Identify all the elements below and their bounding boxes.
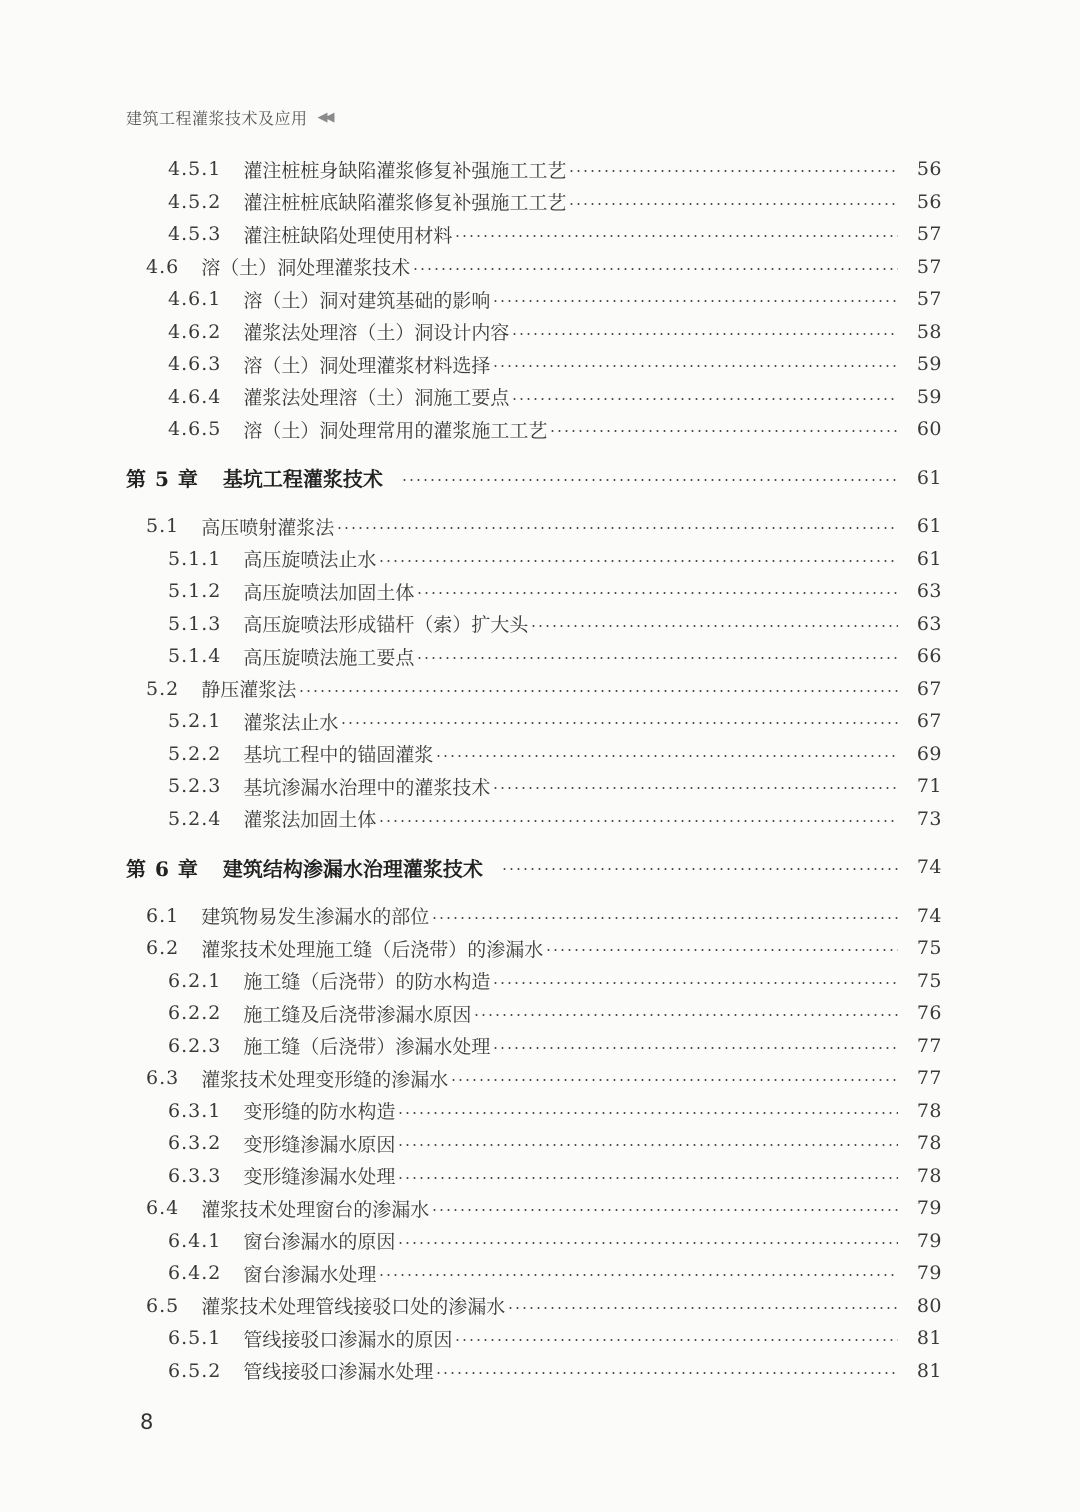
toc-entry-number: 5.2.3 (168, 775, 222, 797)
toc-entry-title: 溶（土）洞处理常用的灌浆施工工艺 (243, 419, 548, 442)
dot-leader (431, 1209, 898, 1211)
toc-entry-number: 6.1 (146, 904, 180, 927)
toc-entry-number: 6.2.2 (168, 1002, 222, 1024)
dot-leader (492, 365, 898, 367)
toc-entry[interactable] (0, 348, 1080, 380)
toc-entry-number: 5.1.3 (168, 612, 222, 635)
toc-entry-page: 59 (916, 385, 942, 408)
toc-entry-number: 6.5 (146, 1294, 180, 1317)
toc-entry-number: 5.1.4 (168, 645, 222, 667)
toc-entry[interactable] (0, 640, 1080, 672)
toc-entry[interactable] (0, 283, 1080, 315)
toc-entry-title: 变形缝渗漏水原因 (243, 1133, 396, 1156)
toc-entry-title: 高压旋喷法施工要点 (243, 646, 415, 669)
toc-entry-page: 74 (916, 904, 942, 927)
page-number: 8 (140, 1410, 154, 1434)
toc-entry-page: 57 (916, 288, 942, 310)
toc-entry-title: 灌浆法处理溶（土）洞设计内容 (243, 322, 510, 344)
toc-entry[interactable] (0, 803, 1080, 835)
toc-entry[interactable] (0, 543, 1080, 575)
toc-entry[interactable] (0, 218, 1080, 250)
toc-entry-title: 建筑物易发生渗漏水的部位 (201, 906, 430, 928)
dot-leader (435, 1372, 898, 1374)
dot-leader (336, 527, 898, 529)
dot-leader (431, 917, 898, 919)
toc-entry-title: 基坑工程灌浆技术 (222, 467, 383, 491)
toc-entry[interactable] (0, 381, 1080, 413)
toc-entry-page: 63 (916, 580, 942, 602)
toc-entry-title: 灌浆技术处理窗台的渗漏水 (201, 1198, 430, 1221)
dot-leader (397, 1177, 898, 1179)
toc-entry-page: 58 (916, 320, 942, 343)
toc-entry[interactable] (0, 1030, 1080, 1062)
toc-chapter-entry[interactable] (0, 851, 1080, 883)
toc-entry-page: 81 (916, 1327, 942, 1349)
toc-entry[interactable] (0, 705, 1080, 737)
toc-entry-number: 6.3.1 (168, 1099, 222, 1122)
toc-entry-number: 6.5.1 (168, 1327, 222, 1349)
toc-entry-title: 溶（土）洞处理灌浆材料选择 (243, 354, 491, 377)
toc-entry-number: 6.2 (146, 937, 180, 959)
toc-entry-title: 高压旋喷法形成锚杆（索）扩大头 (243, 614, 529, 636)
dot-leader (298, 690, 898, 692)
dot-leader (568, 170, 898, 172)
toc-entry-page: 75 (916, 969, 942, 992)
toc-entry-number: 6.4 (146, 1197, 180, 1219)
toc-entry-number: 第 6 章 (126, 856, 199, 881)
dot-leader (530, 625, 898, 627)
toc-entry-page: 81 (916, 1359, 942, 1382)
toc-entry[interactable] (0, 1062, 1080, 1094)
toc-entry[interactable] (0, 770, 1080, 802)
dot-leader (492, 982, 898, 984)
toc-entry[interactable] (0, 673, 1080, 705)
toc-entry-title: 高压旋喷法止水 (243, 549, 377, 571)
toc-entry[interactable] (0, 738, 1080, 770)
toc-entry-page: 74 (916, 856, 942, 878)
toc-entry[interactable] (0, 932, 1080, 964)
toc-entry-page: 73 (916, 807, 942, 830)
toc-entry[interactable] (0, 186, 1080, 218)
toc-entry[interactable] (0, 575, 1080, 607)
toc-entry-title: 窗台渗漏水的原因 (243, 1231, 396, 1253)
toc-entry[interactable] (0, 1160, 1080, 1192)
toc-entry[interactable] (0, 1095, 1080, 1127)
toc-entry-title: 灌注桩缺陷处理使用材料 (243, 224, 453, 247)
toc-entry-title: 施工缝（后浇带）渗漏水处理 (243, 1036, 491, 1058)
toc-entry-title: 灌浆技术处理变形缝的渗漏水 (201, 1068, 449, 1091)
toc-entry-page: 60 (916, 418, 942, 440)
dot-leader (501, 868, 898, 870)
dot-leader (340, 722, 898, 724)
toc-entry-title: 灌浆法处理溶（土）洞施工要点 (243, 387, 510, 409)
dot-leader (450, 1079, 898, 1081)
toc-entry-page: 78 (916, 1099, 942, 1122)
dot-leader (416, 592, 898, 594)
toc-entry-number: 5.2.2 (168, 742, 222, 765)
dot-leader (397, 1242, 898, 1244)
dot-leader (545, 949, 898, 951)
toc-entry[interactable] (0, 510, 1080, 542)
toc-entry-title: 变形缝的防水构造 (243, 1101, 396, 1123)
toc-entry-page: 78 (916, 1164, 942, 1187)
toc-entry[interactable] (0, 153, 1080, 185)
running-head (126, 106, 332, 129)
toc-entry-title: 管线接驳口渗漏水的原因 (243, 1328, 453, 1351)
toc-entry-number: 6.2.3 (168, 1034, 222, 1057)
toc-entry-number: 4.6 (146, 255, 180, 278)
toc-entry-page: 67 (916, 677, 942, 700)
toc-entry-title: 灌注桩桩身缺陷灌浆修复补强施工工艺 (243, 159, 567, 182)
dot-leader (416, 657, 898, 659)
toc-entry-title: 管线接驳口渗漏水处理 (243, 1361, 434, 1383)
book-title: 建筑工程灌浆技术及应用 (126, 109, 308, 128)
toc-entry-number: 6.3.3 (168, 1164, 222, 1187)
toc-entry-number: 5.2.1 (168, 710, 222, 732)
toc-entry[interactable] (0, 608, 1080, 640)
dot-leader (492, 300, 898, 302)
toc-entry[interactable] (0, 1257, 1080, 1289)
toc-entry-title: 灌浆技术处理施工缝（后浇带）的渗漏水 (201, 938, 544, 961)
dot-leader (549, 430, 898, 432)
toc-entry-page: 61 (916, 547, 942, 570)
toc-entry-number: 6.4.1 (168, 1229, 222, 1252)
toc-entry-page: 77 (916, 1067, 942, 1089)
toc-entry-page: 79 (916, 1262, 942, 1284)
toc-entry[interactable] (0, 900, 1080, 932)
dot-leader (397, 1112, 898, 1114)
toc-entry-page: 79 (916, 1229, 942, 1252)
dot-leader (492, 787, 898, 789)
toc-entry-title: 窗台渗漏水处理 (243, 1263, 377, 1286)
toc-entry-number: 4.6.4 (168, 385, 222, 408)
dot-leader (507, 1307, 898, 1309)
toc-entry-page: 80 (916, 1294, 942, 1317)
toc-entry-number: 4.5.1 (168, 158, 222, 180)
toc-entry-page: 76 (916, 1002, 942, 1024)
toc-entry[interactable] (0, 965, 1080, 997)
dot-leader (454, 235, 898, 237)
toc-entry-title: 溶（土）洞处理灌浆技术 (201, 257, 411, 279)
toc-entry[interactable] (0, 251, 1080, 283)
toc-entry-title: 施工缝及后浇带渗漏水原因 (243, 1003, 472, 1026)
toc-entry-title: 灌注桩桩底缺陷灌浆修复补强施工工艺 (243, 192, 567, 214)
dot-leader (511, 398, 898, 400)
toc-entry-page: 56 (916, 190, 942, 213)
toc-entry-page: 66 (916, 645, 942, 667)
toc-entry-title: 建筑结构渗漏水治理灌浆技术 (222, 856, 483, 881)
toc-entry-page: 71 (916, 775, 942, 797)
toc-entry-number: 5.2 (146, 677, 180, 700)
toc-entry-number: 6.2.1 (168, 969, 222, 992)
toc-entry-page: 59 (916, 353, 942, 375)
toc-entry-title: 高压旋喷法加固土体 (243, 581, 415, 604)
toc-entry-number: 6.3 (146, 1067, 180, 1089)
toc-chapter-entry[interactable] (0, 462, 1080, 494)
toc-entry-page: 77 (916, 1034, 942, 1057)
dot-leader (473, 1014, 898, 1016)
dot-leader (412, 268, 898, 270)
toc-entry-title: 溶（土）洞对建筑基础的影响 (243, 289, 491, 312)
toc-entry-number: 5.2.4 (168, 807, 222, 830)
toc-entry-title: 基坑工程中的锚固灌浆 (243, 744, 434, 766)
toc-entry-page: 69 (916, 742, 942, 765)
toc-entry-page: 57 (916, 223, 942, 245)
dot-leader (378, 560, 898, 562)
toc-entry[interactable] (0, 1225, 1080, 1257)
toc-entry-page: 79 (916, 1197, 942, 1219)
toc-entry[interactable] (0, 1290, 1080, 1322)
toc-entry-number: 第 5 章 (126, 467, 199, 491)
toc-entry-number: 4.5.3 (168, 223, 222, 245)
dot-leader (511, 333, 898, 335)
toc-entry[interactable] (0, 316, 1080, 348)
toc-entry[interactable] (0, 413, 1080, 445)
double-arrow-left-icon: ◀◀ (317, 110, 332, 125)
toc-entry-title: 施工缝（后浇带）的防水构造 (243, 971, 491, 993)
toc-entry[interactable] (0, 1192, 1080, 1224)
toc-entry-title: 高压喷射灌浆法 (201, 516, 335, 539)
toc-entry-number: 5.1 (146, 515, 180, 537)
dot-leader (378, 1274, 898, 1276)
toc-entry-page: 67 (916, 710, 942, 732)
toc-entry[interactable] (0, 1127, 1080, 1159)
toc-entry[interactable] (0, 1355, 1080, 1387)
toc-entry-number: 4.6.3 (168, 353, 222, 375)
toc-entry-number: 4.6.2 (168, 320, 222, 343)
dot-leader (397, 1144, 898, 1146)
dot-leader (492, 1047, 898, 1049)
toc-entry-title: 灌浆技术处理管线接驳口处的渗漏水 (201, 1296, 506, 1318)
toc-entry-page: 78 (916, 1132, 942, 1154)
toc-entry-title: 灌浆法加固土体 (243, 809, 377, 831)
toc-entry-page: 56 (916, 158, 942, 180)
dot-leader (568, 203, 898, 205)
dot-leader (401, 479, 898, 481)
dot-leader (378, 820, 898, 822)
toc-entry-number: 4.6.1 (168, 288, 222, 310)
toc-entry-number: 6.5.2 (168, 1359, 222, 1382)
toc-entry-number: 4.5.2 (168, 190, 222, 213)
toc-entry-title: 基坑渗漏水治理中的灌浆技术 (243, 776, 491, 799)
toc-entry[interactable] (0, 1322, 1080, 1354)
toc-entry-number: 4.6.5 (168, 418, 222, 440)
toc-entry-page: 61 (916, 515, 942, 537)
toc-entry-number: 5.1.1 (168, 547, 222, 570)
toc-entry-number: 5.1.2 (168, 580, 222, 602)
toc-entry-title: 灌浆法止水 (243, 711, 339, 734)
toc-entry-number: 6.4.2 (168, 1262, 222, 1284)
toc-entry-number: 6.3.2 (168, 1132, 222, 1154)
toc-entry-title: 静压灌浆法 (201, 679, 297, 701)
toc-entry-title: 变形缝渗漏水处理 (243, 1166, 396, 1188)
toc-entry-page: 61 (916, 466, 942, 489)
toc-entry-page: 57 (916, 255, 942, 278)
toc-entry-page: 63 (916, 612, 942, 635)
toc-entry-page: 75 (916, 937, 942, 959)
dot-leader (454, 1339, 898, 1341)
toc-entry[interactable] (0, 997, 1080, 1029)
dot-leader (435, 755, 898, 757)
